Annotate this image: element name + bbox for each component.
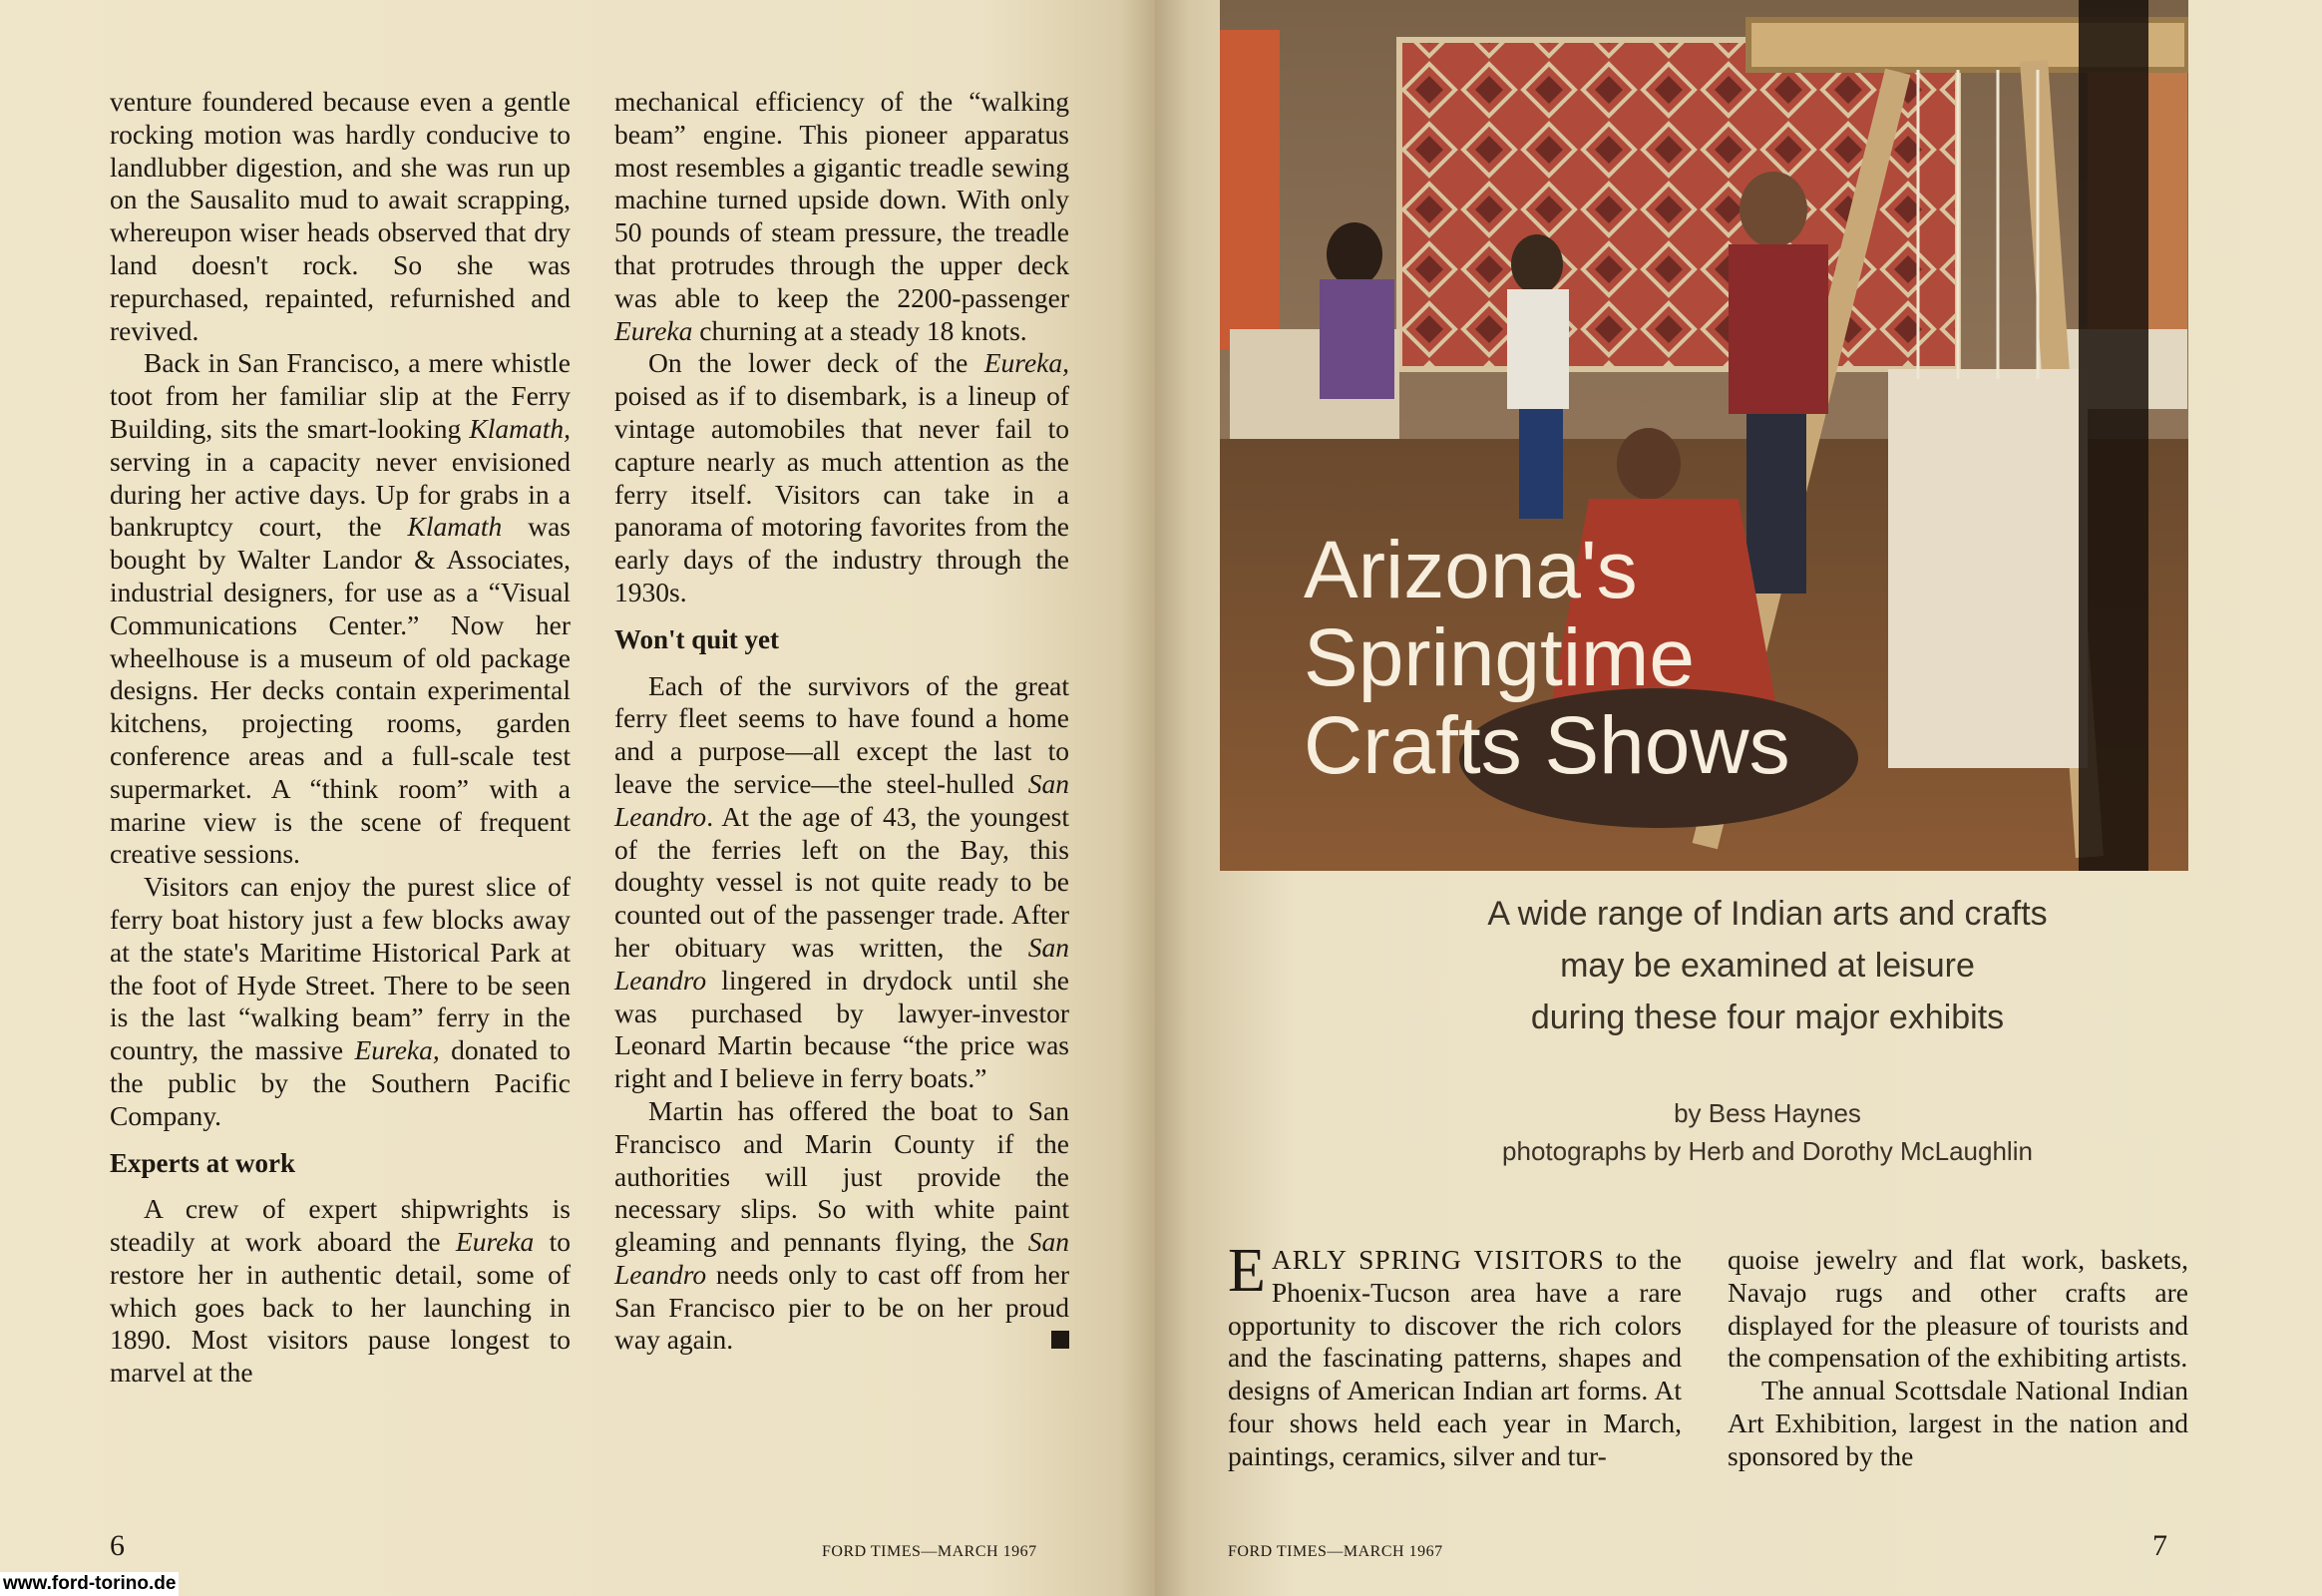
- section-heading: Experts at work: [110, 1147, 295, 1178]
- paragraph: On the lower deck of the Eureka, poised as if to disembark, is a lineup of vintage automobiles that never fail to capture nearly as much attention as the ferry itself. Visitors can take in a panorama of motoring favorites from the early days of the industry through the 1930s.: [614, 347, 1069, 607]
- paragraph: venture foundered because even a gentle rocking motion was hardly conducive to landlubber digestion, and she was run up on the Sausalito mud to await scrapping, whereupon wiser heads observed that dry land doesn't rock. So she was repurchased, repainted, refurnished and revived.: [110, 86, 571, 346]
- paragraph: Martin has offered the boat to San Francisco and Marin County if the authorities will just provide the necessary slips. So with white paint gleaming and pennants flying, the San Leandro needs only to cast off from her San Francisco pier to be on her proud way again.: [614, 1094, 1069, 1356]
- paragraph: Back in San Francisco, a mere whistle toot from her familiar slip at the Ferry Building, sits the smart-looking Klamath, serving in a capacity never envisioned during her active days. Up for grabs in a bankruptcy court, the Klamath was bought by Walter Landor & Associates, industrial designers, for use as a “Visual Communications Center.” Now her wheelhouse is a museum of old package designs. Her decks contain experimental kitchens, projecting rooms, garden conference areas and a full-scale test supermarket. A “think room” with a marine view is the scene of frequent creative sessions.: [110, 347, 571, 870]
- subtitle-line: A wide range of Indian arts and crafts: [1487, 895, 2048, 933]
- right-page: [1155, 0, 2322, 1596]
- left-page: [0, 0, 1155, 1596]
- paragraph: Each of the survivors of the great ferry fleet seems to have found a home and a purpose—all except the last to leave the service—the steel-hulled San Leandro. At the age of 43, the youngest of the ferries left on the Bay, this doughty vessel is not quite ready to be counted out of the passenger trade. After her obituary was written, the San Leandro lingered in drydock until she was purchased by lawyer-investor Leonard Martin because “the price was right and I believe in ferry boats.”: [614, 669, 1069, 1094]
- paragraph: quoise jewelry and flat work, baskets, Navajo rugs and other crafts are displayed for the pleasure of tourists and the compensation of the exhibiting artists.: [1728, 1244, 2188, 1374]
- drop-cap: E: [1228, 1237, 1266, 1305]
- paragraph: EARLY SPRING VISITORS to the Phoenix-Tucson area have a rare opportunity to discover the rich colors and the fascinating patterns, shapes and designs of American Indian art forms. At four shows held each year in March, paintings, ceramics, silver and tur-: [1228, 1237, 1682, 1471]
- author-line: by Bess Haynes: [1674, 1098, 1861, 1128]
- byline: [1155, 1094, 2322, 1170]
- running-foot: FORD TIMES—MARCH 1967: [822, 1543, 1037, 1560]
- page-number: 6: [110, 1529, 125, 1562]
- photo-credit: photographs by Herb and Dorothy McLaughlin: [1502, 1136, 2033, 1166]
- right-column-2: [1728, 1244, 2188, 1473]
- weaving-photo: [1220, 0, 2188, 871]
- article-title: Arizona's Springtime Crafts Shows: [1304, 525, 1790, 791]
- page-number: 7: [2152, 1529, 2167, 1562]
- left-column-1: [110, 86, 571, 1390]
- subtitle-line: during these four major exhibits: [1530, 998, 2005, 1036]
- subtitle-line: may be examined at leisure: [1560, 947, 1975, 985]
- end-mark-icon: [1051, 1331, 1069, 1349]
- watermark-url[interactable]: www.ford-torino.de: [0, 1572, 179, 1596]
- article-subtitle: [1155, 888, 2322, 1043]
- paragraph: The annual Scottsdale National Indian Art Exhibition, largest in the nation and sponsored by the: [1728, 1375, 2188, 1471]
- left-column-2: [614, 86, 1069, 1357]
- paragraph: A crew of expert shipwrights is steadily at work aboard the Eureka to restore her in authentic detail, some of which goes back to her launching in 1890. Most visitors pause longest to marvel at the: [110, 1193, 571, 1389]
- right-column-1: [1228, 1237, 1682, 1473]
- section-heading: Won't quit yet: [614, 623, 780, 654]
- paragraph: Visitors can enjoy the purest slice of ferry boat history just a few blocks away at the state's Maritime Historical Park at the foot of Hyde Street. There to be seen is the last “walking beam” ferry in the country, the massive Eureka, donated to the public by the Southern Pacific Company.: [110, 871, 571, 1131]
- paragraph: mechanical efficiency of the “walking beam” engine. This pioneer apparatus most resembles a gigantic treadle sewing machine turned upside down. With only 50 pounds of steam pressure, the treadle that protrudes through the upper deck was able to keep the 2200-passenger Eureka churning at a steady 18 knots.: [614, 86, 1069, 346]
- running-foot: FORD TIMES—MARCH 1967: [1228, 1543, 1443, 1560]
